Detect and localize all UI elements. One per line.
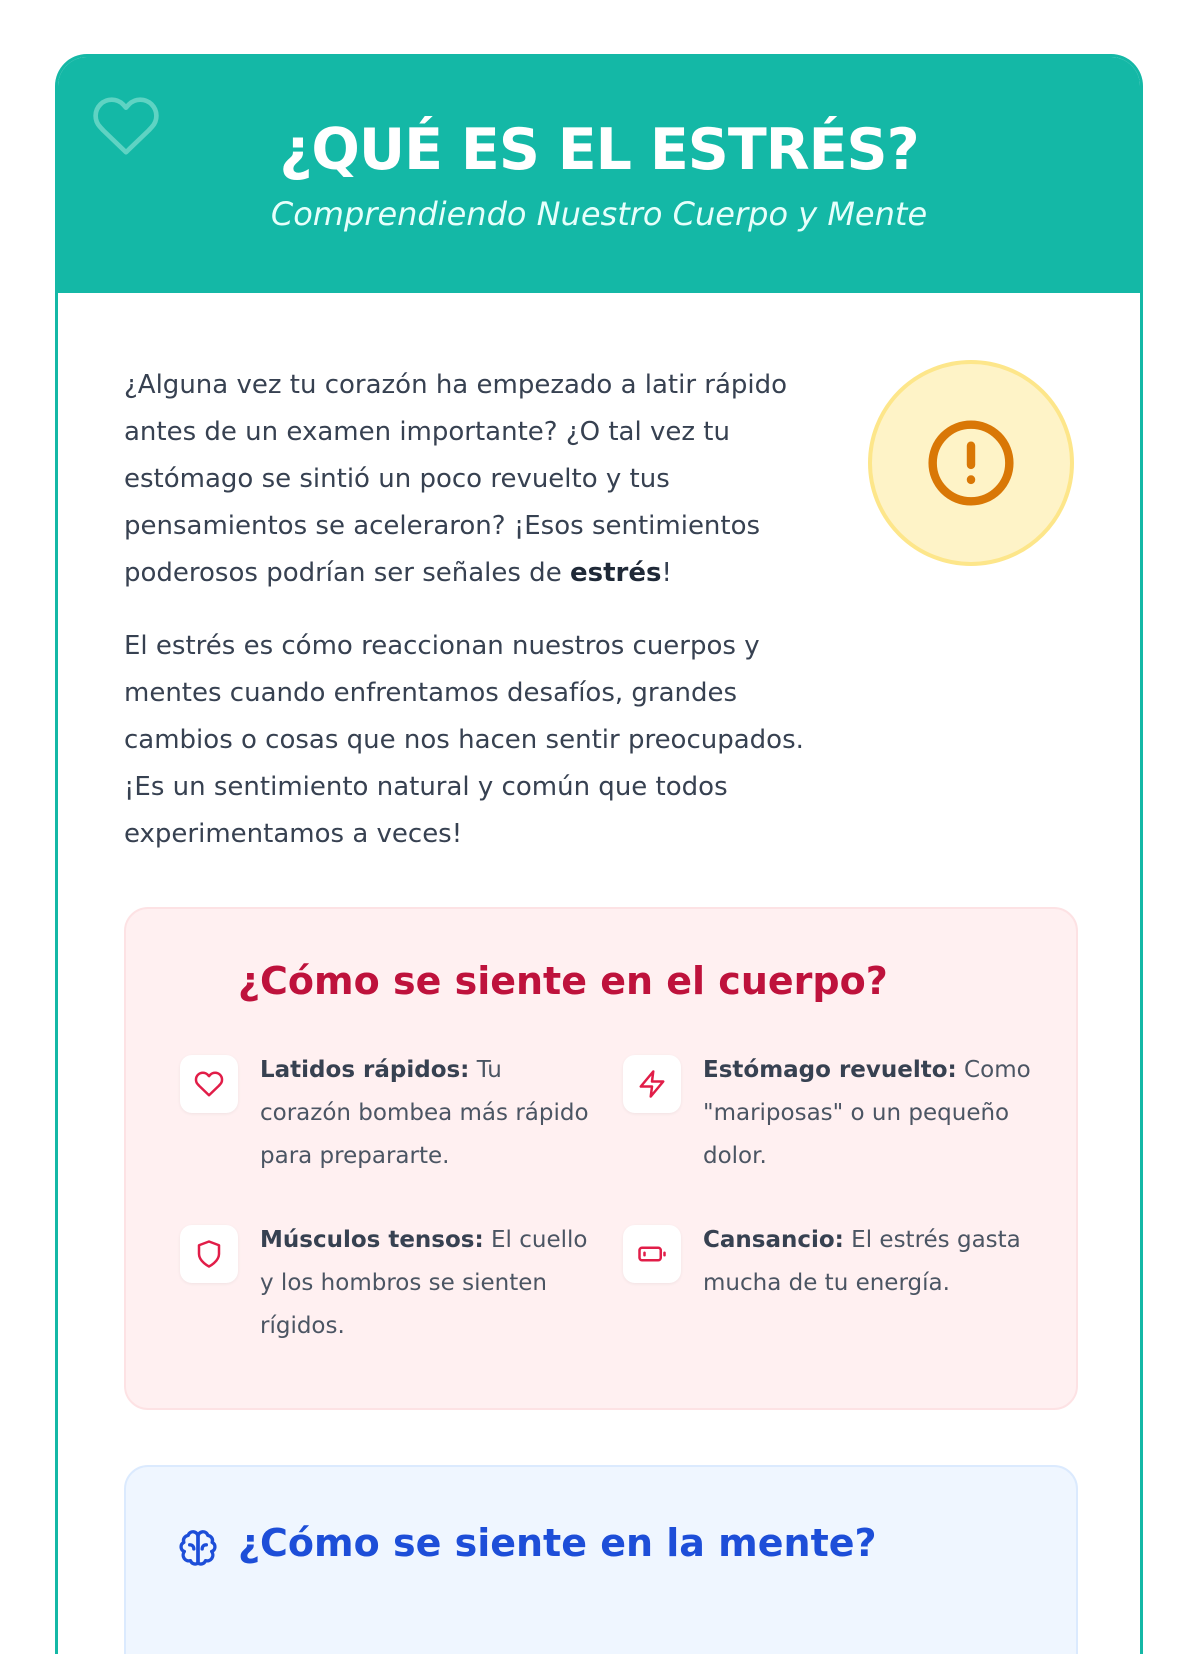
section-title: ¿Cómo se siente en la mente?	[238, 1521, 877, 1565]
page-subtitle: Comprendiendo Nuestro Cuerpo y Mente	[270, 195, 928, 233]
intro-paragraph-1: ¿Alguna vez tu corazón ha empezado a latir rápido antes de un examen importante? ¿O tal vez tu estómago se sintió un poco revuelto y tus pensamientos se aceleraron? ¡Esos sentimientos poderosos podrían ser señales de estrés!	[124, 370, 788, 588]
shield-icon	[194, 1239, 224, 1269]
page-title: ¿QUÉ ES EL ESTRÉS?	[279, 117, 919, 183]
lightning-icon	[637, 1069, 667, 1099]
brain-icon	[178, 1529, 218, 1569]
intro-text	[124, 362, 814, 884]
body-symptoms-section: ¿Cómo se siente en el cuerpo? Latidos rápidos: Tu corazón bombea más rápido para prepararte. Estómago revuelto: Como "mariposas" o un pequeño dolor. Músculos tensos: El cuello y los hombros se sienten rígidos. Cansancio: El estrés gasta mucha de tu energía.	[124, 907, 1078, 1410]
highlight-word: estrés	[569, 558, 662, 588]
battery-low-icon	[637, 1239, 667, 1269]
alert-badge	[868, 360, 1074, 566]
alert-circle-icon	[925, 417, 1017, 509]
heart-icon	[194, 1069, 224, 1099]
card-header	[58, 57, 1140, 293]
mind-symptoms-section	[124, 1465, 1078, 1654]
section-title: ¿Cómo se siente en el cuerpo?	[238, 959, 888, 1003]
stress-info-card	[55, 54, 1143, 1654]
intro-paragraph-2: El estrés es cómo reaccionan nuestros cuerpos y mentes cuando enfrentamos desafíos, grandes cambios o cosas que nos hacen sentir preocupados. ¡Es un sentimiento natural y común que todos experimentamos a veces!	[124, 631, 804, 849]
